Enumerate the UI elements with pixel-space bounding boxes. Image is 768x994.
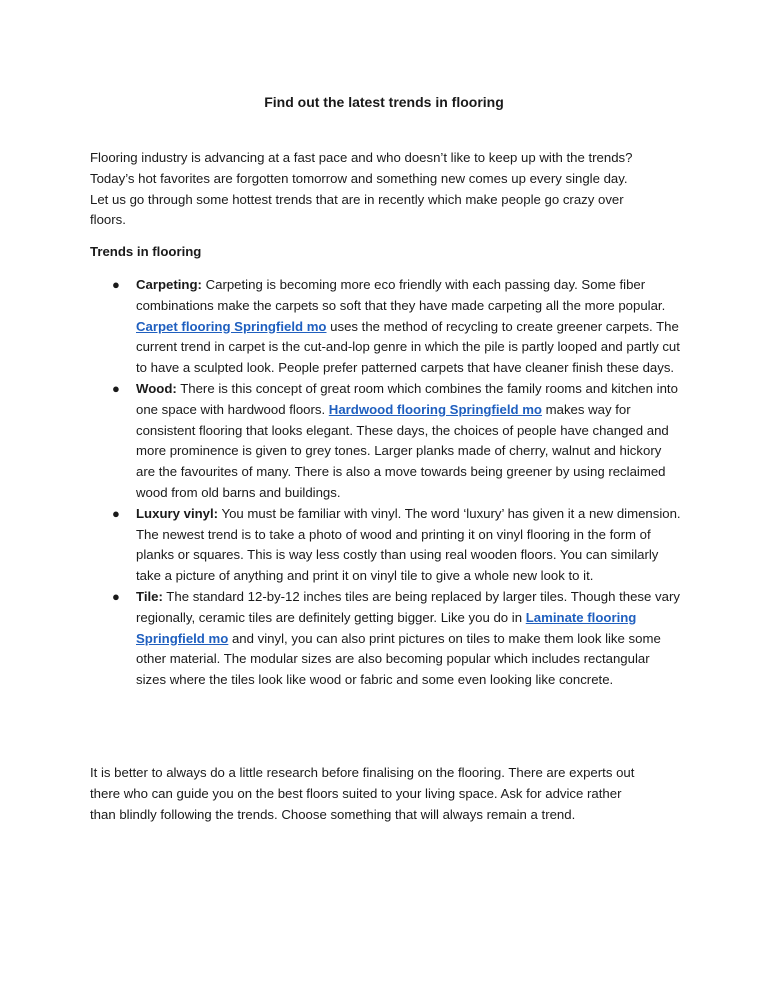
intro-paragraph: Flooring industry is advancing at a fast pace and who doesn’t like to keep up with the trends? Today’s hot favorites are forgotten tomorrow and something new comes up every single day. Let us go through some hottest trends that are in recently which make people go crazy over floors. — [90, 150, 633, 228]
item-term: Wood: — [136, 380, 177, 396]
item-text: Carpeting is becoming more eco friendly with each passing day. Some fiber combinations make the carpets so soft that they have made carpeting all the more popular. — [136, 277, 666, 313]
item-text: makes way for consistent flooring that looks elegant. These days, the choices of people have changed and more prominence is given to grey tones. Larger planks made of cherry, walnut and hickory are the favourites of many. There is also a move towards being greener by using reclaimed wood from old barns and buildings. — [136, 401, 669, 500]
item-text: The standard 12-by-12 inches tiles are being replaced by larger tiles. Though these vary regionally, ceramic tiles are definitely getting bigger. Like you do in — [136, 588, 680, 625]
list-item-tile — [90, 587, 682, 691]
item-term: Carpeting: — [136, 277, 202, 292]
bullet-icon: ● — [112, 380, 120, 396]
list-item-luxury-vinyl — [90, 504, 682, 587]
item-text: and vinyl, you can also print pictures on tiles to make them look like some other material. The modular sizes are also becoming popular which includes rectangular sizes where the tiles look like wood or fabric and some even looking like concrete. — [136, 630, 661, 688]
item-text: You must be familiar with vinyl. The word ‘luxury’ has given it a new dimension. The newest trend is to take a photo of wood and printing it on vinyl flooring in the form of planks or squares. This is way less costly than using real wooden floors. You can similarly take a picture of anything and print it on vinyl tile to give a whole new look to it. — [136, 505, 681, 584]
bullet-icon: ● — [112, 588, 120, 604]
item-text: There is this concept of great room which combines the family rooms and kitchen into one space with hardwood floors. — [136, 380, 678, 417]
bullet-icon: ● — [112, 277, 120, 292]
laminate-flooring-link[interactable]: Laminate flooring Springfield mo — [136, 609, 637, 646]
item-text: uses the method of recycling to create greener carpets. The current trend in carpet is the cut-and-lop genre in which the pile is partly looped and partly cut to have a sculpted look. People prefer patterned carpets that have cleaner finish these days. — [136, 318, 680, 376]
hardwood-flooring-link[interactable]: Hardwood flooring Springfield mo — [328, 401, 542, 417]
section-heading: Trends in flooring — [90, 244, 202, 259]
bullet-icon: ● — [112, 505, 120, 521]
list-item-carpeting — [90, 275, 682, 379]
list-item-wood — [90, 379, 682, 504]
item-term: Tile: — [136, 588, 163, 604]
page-title: Find out the latest trends in flooring — [264, 94, 504, 110]
trend-list — [90, 275, 682, 691]
carpet-flooring-link[interactable]: Carpet flooring Springfield mo — [136, 318, 327, 334]
closing-paragraph: It is better to always do a little research before finalising on the flooring. There are experts out there who can guide you on the best floors suited to your living space. Ask for advice rather than blindly following the trends. Choose something that will always remain a trend. — [90, 765, 635, 822]
item-term: Luxury vinyl: — [136, 505, 219, 521]
